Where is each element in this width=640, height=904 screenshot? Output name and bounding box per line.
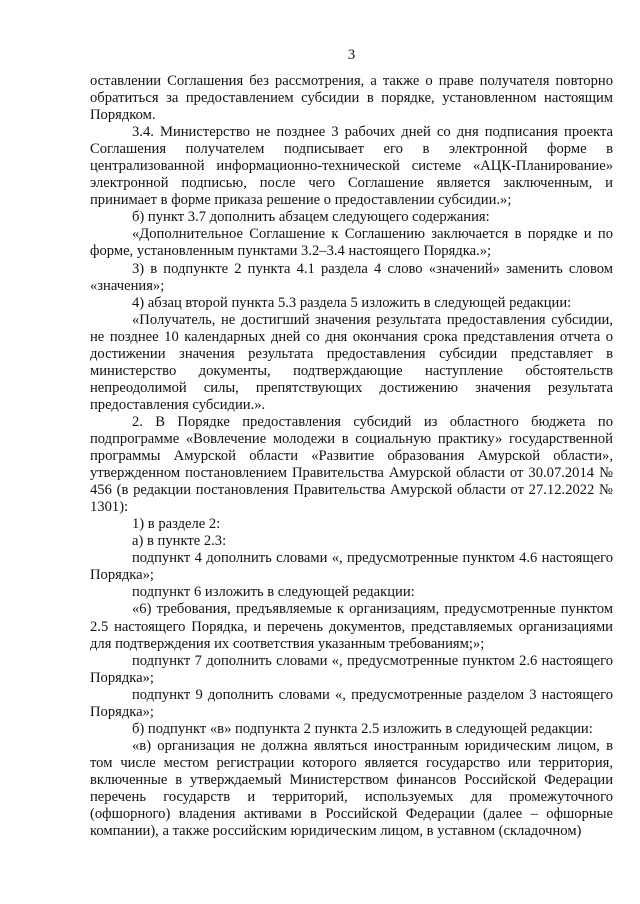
paragraph-4: «Дополнительное Соглашение к Соглашению заключается в порядке и по форме, установленным пунктами 3.2–3.4 настоящего Порядка.»; xyxy=(90,226,613,260)
paragraph-3: б) пункт 3.7 дополнить абзацем следующего содержания: xyxy=(132,209,490,226)
paragraph-14: подпункт 7 дополнить словами «, предусмотренные пунктом 2.6 настоящего Порядка»; xyxy=(90,652,613,686)
paragraph-6: 4) абзац второй пункта 5.3 раздела 5 изложить в следующей редакции: xyxy=(132,294,572,311)
page-number: 3 xyxy=(347,47,356,63)
paragraph-11: подпункт 4 дополнить словами «, предусмотренные пунктом 4.6 настоящего Порядка»; xyxy=(90,550,613,584)
paragraph-1: оставлении Соглашения без рассмотрения, а также о праве получателя повторно обратиться за предоставлением субсидии в порядке, установленном настоящим Порядком. xyxy=(90,73,613,124)
paragraph-8: 2. В Порядке предоставления субсидий из областного бюджета по подпрограмме «Вовлечение молодежи в социальную практику» государственной программы Амурской области «Развитие образования Амурской области», утвержденном постановлением Правительства Амурской области от 30.07.2014 № 456 (в редакции постановления Правительства Амурской области от 27.12.2022 № 1301): xyxy=(90,413,613,516)
document-page xyxy=(90,46,613,840)
paragraph-17: «в) организация не должна являться иностранным юридическим лицом, в том числе местом регистрации которого является государство или территория, включенные в утверждаемый Министерством финансов Российской Федерации перечень государств и территорий, используемых для промежуточного (офшорного) владения активами в Российской Федерации (далее – офшорные компании), а также российским юридическим лицом, в уставном (складочном) xyxy=(90,737,613,840)
paragraph-5: 3) в подпункте 2 пункта 4.1 раздела 4 слово «значений» заменить словом «значения»; xyxy=(90,260,613,294)
paragraph-9: 1) в разделе 2: xyxy=(132,516,221,533)
paragraph-15: подпункт 9 дополнить словами «, предусмотренные разделом 3 настоящего Порядка»; xyxy=(90,686,613,720)
paragraph-10: а) в пункте 2.3: xyxy=(132,533,227,550)
paragraph-7: «Получатель, не достигший значения результата предоставления субсидии, не позднее 10 календарных дней со дня окончания срока представления отчета о достижении значения результата предоставления субсидии представляет в министерство документы, подтверждающие наступление обстоятельств непреодолимой силы, препятствующих достижению значения результата предоставления субсидии.». xyxy=(90,311,613,413)
paragraph-12: подпункт 6 изложить в следующей редакции: xyxy=(132,584,415,601)
paragraph-2: 3.4. Министерство не позднее 3 рабочих дней со дня подписания проекта Соглашения получателем подписывает его в электронной форме в централизованной информационно-технической системе «АЦК-Планирование» электронной подписью, после чего Соглашение является заключенным, и принимает в форме приказа решение о предоставлении субсидии.»; xyxy=(90,124,613,209)
paragraph-16: б) подпункт «в» подпункта 2 пункта 2.5 изложить в следующей редакции: xyxy=(132,720,593,737)
paragraph-13: «6) требования, предъявляемые к организациям, предусмотренные пунктом 2.5 настоящего Порядка, и перечень документов, представляемых организациями для подтверждения их соответствия указанным требованиям;»; xyxy=(90,601,613,652)
